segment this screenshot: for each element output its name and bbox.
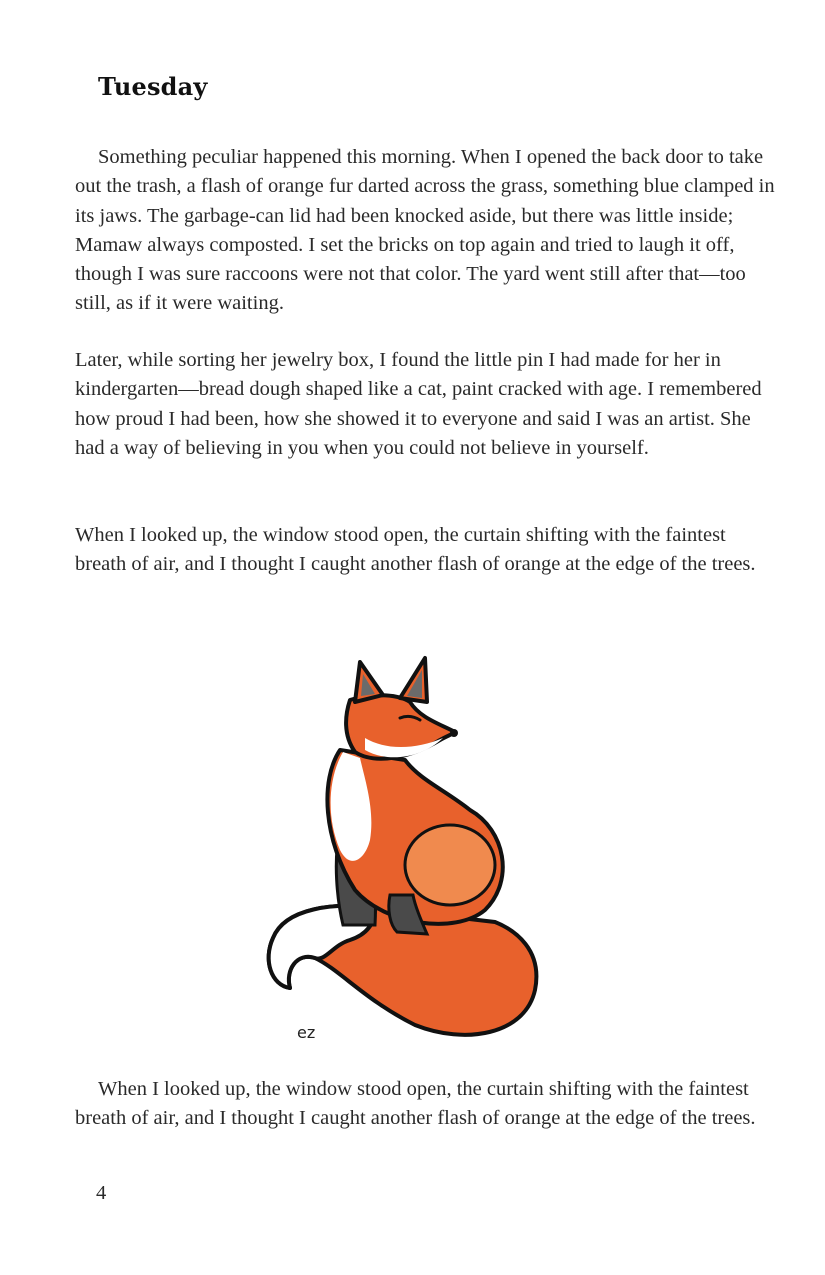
artist-signature: ez [297, 1023, 316, 1042]
body-paragraph-3: When I looked up, the window stood open, the curtain shifting with the faintest breath of air, and I thought I caught another flash of orange at the edge of the trees. [75, 524, 756, 576]
fox-ear-left [355, 662, 383, 702]
fox-haunch [405, 825, 495, 905]
fox-illustration [215, 640, 595, 1060]
page-number: 4 [96, 1182, 107, 1204]
page-heading: Tuesday [98, 72, 208, 101]
body-paragraph-2: Later, while sorting her jewelry box, I found the little pin I had made for her in kindergarten—bread dough shaped like a cat, paint cracked with age. I remembered how proud I had been, how she showed it to everyone and said I was an artist. She had a way of believing in you when you could not believe in yourself. [75, 349, 762, 459]
fox-drawing [215, 640, 595, 1060]
body-paragraph-1: Something peculiar happened this morning. When I opened the back door to take out the trash, a flash of orange fur darted across the grass, something blue clamped in its jaws. The garbage-can lid had been knocked aside, but there was little inside; Mamaw always composted. I set the bricks on top again and tried to laugh it off, though I was sure raccoons were not that color. The yard went still after that—too still, as if it were waiting. [75, 146, 775, 315]
fox-nose [450, 729, 458, 737]
body-paragraph-4: When I looked up, the window stood open, the curtain shifting with the faintest breath of air, and I thought I caught another flash of orange at the edge of the trees. [75, 1078, 756, 1130]
